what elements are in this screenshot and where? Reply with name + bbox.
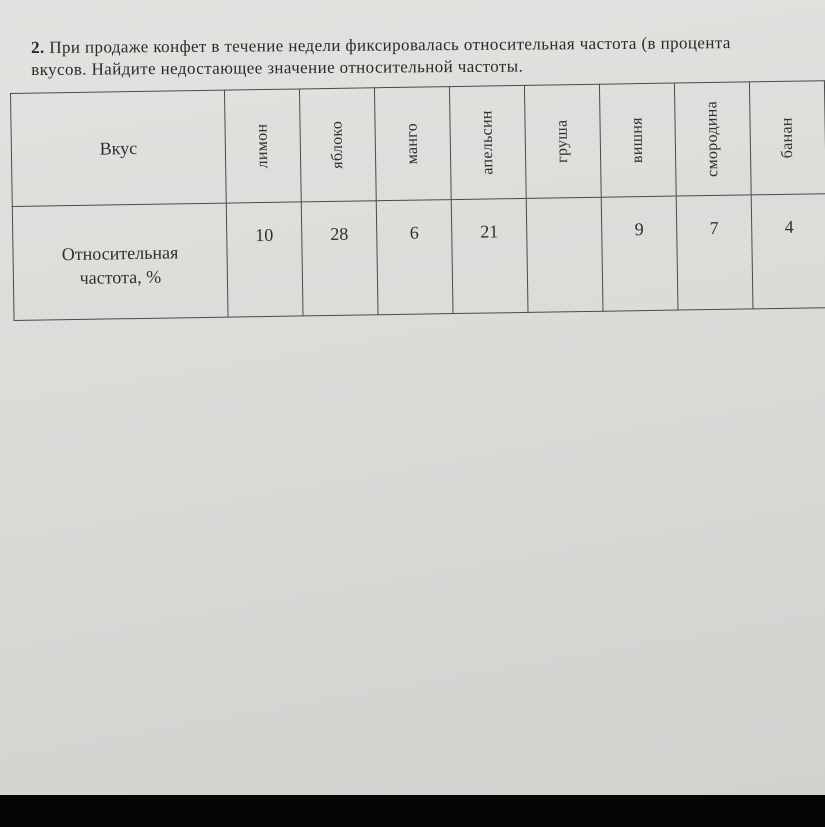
header-label-cell <box>11 90 227 206</box>
flavor-pear: груша <box>553 119 572 164</box>
flavor-currant: смородина <box>703 100 722 178</box>
value-banana: 4 <box>751 194 825 309</box>
header-label: Вкус <box>99 138 138 159</box>
value-label-line-2: частота, % <box>79 266 162 288</box>
flavor-orange: апельсин <box>478 110 497 175</box>
value-cherry: 9 <box>601 196 678 311</box>
flavor-cell-currant <box>674 82 751 196</box>
flavor-cell-cherry <box>599 83 676 197</box>
flavor-cell-apple <box>299 88 376 202</box>
value-label-cell <box>12 203 228 320</box>
value-orange: 21 <box>451 198 528 313</box>
flavor-apple: яблоко <box>328 120 347 169</box>
flavor-cell-orange <box>449 85 526 199</box>
flavor-cell-lemon <box>224 89 301 203</box>
dark-background-strip <box>0 795 825 827</box>
flavor-cherry: вишня <box>628 117 647 164</box>
table <box>10 80 825 321</box>
value-pear-missing <box>526 197 603 312</box>
value-label-line-1: Относительная <box>61 241 179 264</box>
problem-number: 2. <box>31 37 45 57</box>
flavor-cell-banana <box>749 81 825 195</box>
frequency-table <box>10 80 825 321</box>
flavor-cell-mango <box>374 87 451 201</box>
problem-statement <box>31 31 825 81</box>
flavor-lemon: лимон <box>253 123 272 169</box>
table-row-flavors <box>11 81 825 207</box>
value-apple: 28 <box>301 201 378 316</box>
value-currant: 7 <box>676 195 753 310</box>
value-mango: 6 <box>376 200 453 315</box>
flavor-mango: манго <box>403 122 422 165</box>
table-row-values <box>12 194 825 321</box>
problem-line-2: вкусов. Найдите недостающее значение относительной частоты. <box>31 56 524 79</box>
value-lemon: 10 <box>226 202 303 317</box>
problem-text-1: При продаже конфет в течение недели фиксировалась относительная частота (в процента <box>49 33 731 57</box>
flavor-banana: банан <box>778 117 797 159</box>
flavor-cell-pear <box>524 84 601 198</box>
